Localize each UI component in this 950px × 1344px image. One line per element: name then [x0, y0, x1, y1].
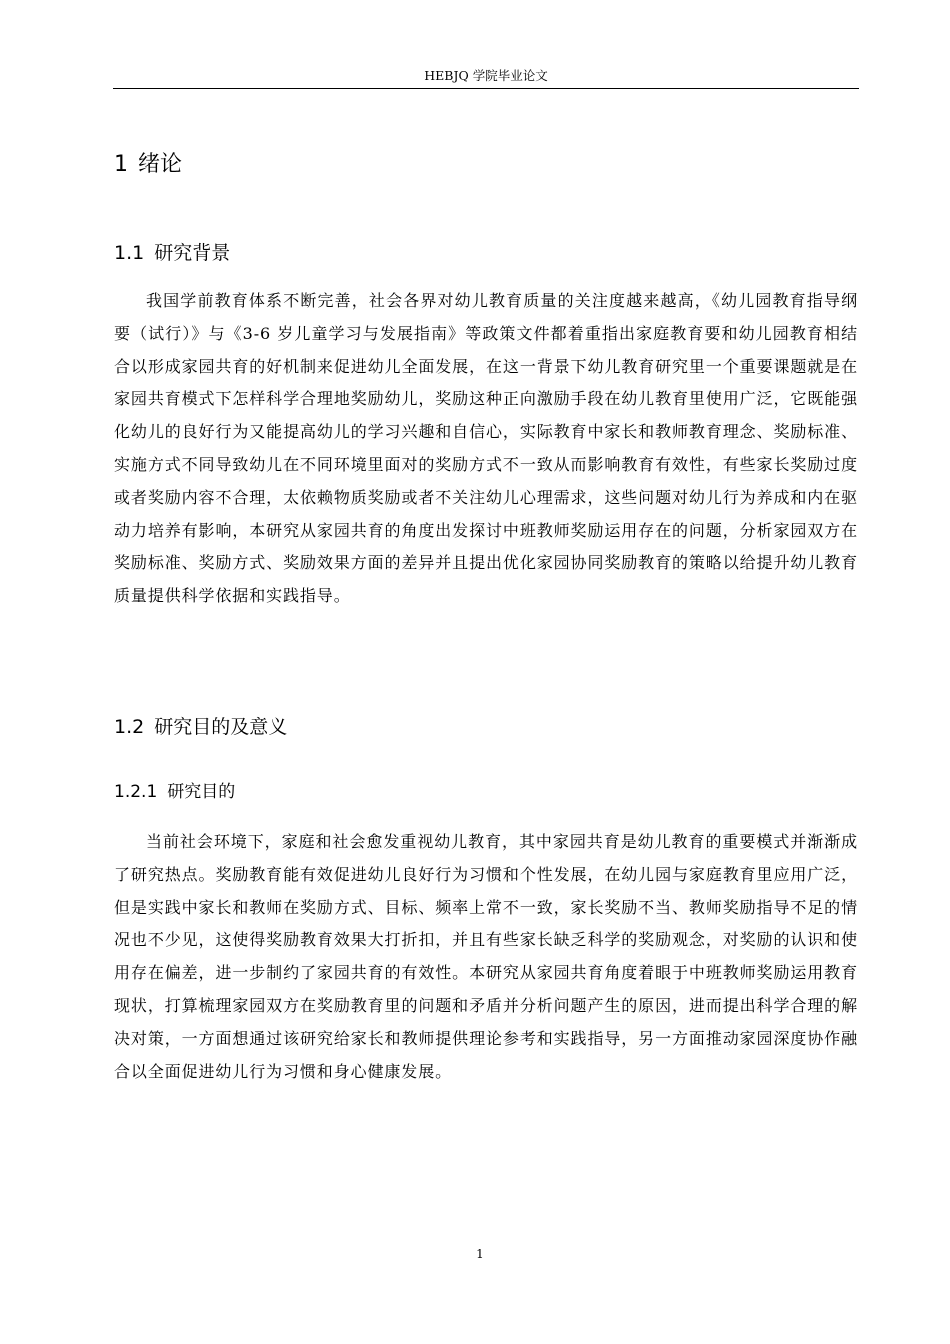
paragraph-research-background: 我国学前教育体系不断完善，社会各界对幼儿教育质量的关注度越来越高，《幼儿园教育指导纲要（试行）》与《3-6 岁儿童学习与发展指南》等政策文件都着重指出家庭教育要和幼儿园教育相结合以形成家园共育的好机制来促进幼儿全面发展，在这一背景下幼儿教育研究里一个重要课题就是在家园共育模式下怎样科学合理地奖励幼儿，奖励这种正向激励手段在幼儿教育里使用广泛，它既能强化幼儿的良好行为又能提高幼儿的学习兴趣和自信心，实际教育中家长和教师教育理念、奖励标准、实施方式不同导致幼儿在不同环境里面对的奖励方式不一致从而影响教育有效性，有些家长奖励过度或者奖励内容不合理，太依赖物质奖励或者不关注幼儿心理需求，这些问题对幼儿行为养成和内在驱动力培养有影响，本研究从家园共育的角度出发探讨中班教师奖励运用存在的问题，分析家园双方在奖励标准、奖励方式、奖励效果方面的差异并且提出优化家园协同奖励教育的策略以给提升幼儿教育质量提供科学依据和实践指导。	[114, 291, 858, 606]
page-number: 1	[476, 1247, 484, 1261]
subsection-heading-research-purpose	[114, 778, 235, 806]
section-heading-purpose-significance	[114, 712, 287, 742]
section-heading-research-background	[114, 238, 230, 268]
chapter-heading	[114, 148, 182, 182]
subsection-title: 研究目的	[167, 782, 236, 802]
header-divider	[113, 88, 859, 89]
section-title: 研究背景	[154, 242, 231, 264]
chapter-title: 绪论	[138, 152, 183, 177]
running-header: HEBJQ 学院毕业论文	[424, 68, 548, 83]
paragraph-research-purpose: 当前社会环境下，家庭和社会愈发重视幼儿教育，其中家园共育是幼儿教育的重要模式并渐渐成了研究热点。奖励教育能有效促进幼儿良好行为习惯和个性发展，在幼儿园与家庭教育里应用广泛，但是实践中家长和教师在奖励方式、目标、频率上常不一致，家长奖励不当、教师奖励指导不足的情况也不少见，这使得奖励教育效果大打折扣，并且有些家长缺乏科学的奖励观念，对奖励的认识和使用存在偏差，进一步制约了家园共育的有效性。本研究从家园共育角度着眼于中班教师奖励运用教育现状，打算梳理家园双方在奖励教育里的问题和矛盾并分析问题产生的原因，进而提出科学合理的解决对策，一方面想通过该研究给家长和教师提供理论参考和实践指导，另一方面推动家园深度协作融合以全面促进幼儿行为习惯和身心健康发展。	[114, 832, 858, 1081]
subsection-number: 1.2.1	[114, 782, 158, 802]
section-title: 研究目的及意义	[154, 716, 288, 738]
chapter-number: 1	[114, 152, 128, 177]
section-number: 1.1	[114, 242, 145, 264]
section-number: 1.2	[114, 716, 145, 738]
